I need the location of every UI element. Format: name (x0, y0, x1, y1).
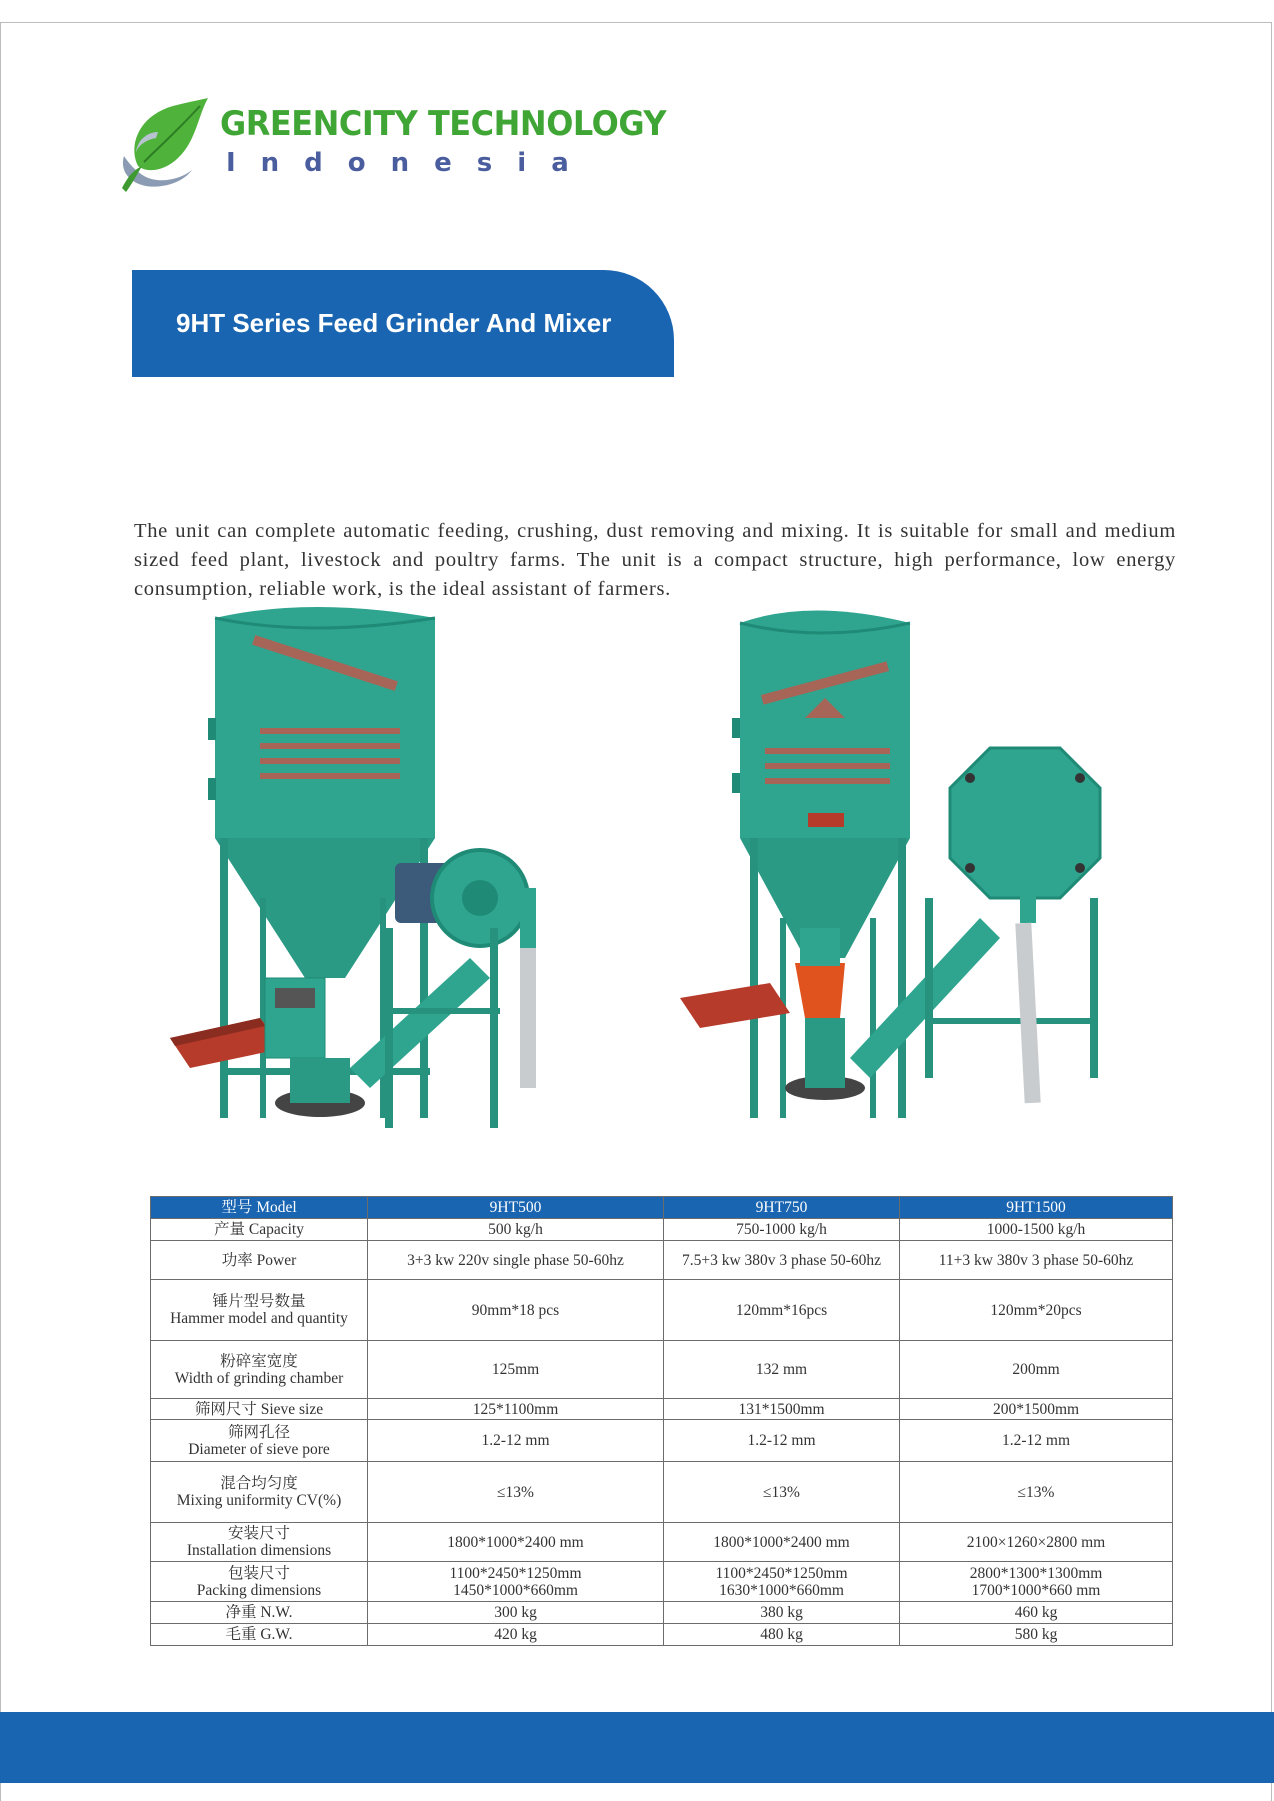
table-cell: 1.2-12 mm (900, 1420, 1173, 1462)
table-header-row (151, 1197, 1173, 1219)
header-9ht750: 9HT750 (664, 1197, 900, 1219)
table-row (151, 1602, 1173, 1624)
table-cell: 300 kg (368, 1602, 664, 1624)
table-cell: 2800*1300*1300mm 1700*1000*660 mm (900, 1562, 1173, 1602)
table-row (151, 1280, 1173, 1341)
machine-photo-9ht500 (170, 598, 620, 1188)
table-cell: 200*1500mm (900, 1399, 1173, 1420)
row-label: 毛重 G.W. (151, 1624, 368, 1646)
table-cell: 420 kg (368, 1624, 664, 1646)
title-banner (132, 270, 674, 377)
table-cell: 3+3 kw 220v single phase 50-60hz (368, 1241, 664, 1280)
table-cell: 500 kg/h (368, 1219, 664, 1241)
table-cell: 125mm (368, 1341, 664, 1399)
table-cell: 580 kg (900, 1624, 1173, 1646)
table-row (151, 1241, 1173, 1280)
row-label: 筛网孔径 Diameter of sieve pore (151, 1420, 368, 1462)
table-row (151, 1462, 1173, 1523)
brand-name: GREENCITY TECHNOLOGY (220, 104, 667, 144)
machine-photo-9ht1500 (680, 598, 1130, 1188)
specs-table (150, 1196, 1173, 1646)
table-cell: 1800*1000*2400 mm (664, 1523, 900, 1562)
table-cell: 1100*2450*1250mm 1630*1000*660mm (664, 1562, 900, 1602)
table-cell: 1000-1500 kg/h (900, 1219, 1173, 1241)
row-label: 安装尺寸 Installation dimensions (151, 1523, 368, 1562)
table-row (151, 1624, 1173, 1646)
table-cell: 131*1500mm (664, 1399, 900, 1420)
table-row (151, 1562, 1173, 1602)
table-cell: ≤13% (900, 1462, 1173, 1523)
table-cell: ≤13% (664, 1462, 900, 1523)
table-cell: 11+3 kw 380v 3 phase 50-60hz (900, 1241, 1173, 1280)
table-cell: 7.5+3 kw 380v 3 phase 50-60hz (664, 1241, 900, 1280)
table-cell: 132 mm (664, 1341, 900, 1399)
page-title: 9HT Series Feed Grinder And Mixer (176, 308, 612, 338)
header-9ht1500: 9HT1500 (900, 1197, 1173, 1219)
table-cell: 1.2-12 mm (368, 1420, 664, 1462)
table-cell: 1.2-12 mm (664, 1420, 900, 1462)
table-row (151, 1399, 1173, 1420)
header-model: 型号 Model (151, 1197, 368, 1219)
table-cell: 2100×1260×2800 mm (900, 1523, 1173, 1562)
table-row (151, 1420, 1173, 1462)
table-cell: 90mm*18 pcs (368, 1280, 664, 1341)
row-label: 功率 Power (151, 1241, 368, 1280)
table-cell: 460 kg (900, 1602, 1173, 1624)
row-label: 筛网尺寸 Sieve size (151, 1399, 368, 1420)
row-label: 产量 Capacity (151, 1219, 368, 1241)
row-label: 包装尺寸 Packing dimensions (151, 1562, 368, 1602)
table-cell: 380 kg (664, 1602, 900, 1624)
table-cell: 750-1000 kg/h (664, 1219, 900, 1241)
table-cell: 1100*2450*1250mm 1450*1000*660mm (368, 1562, 664, 1602)
table-cell: 200mm (900, 1341, 1173, 1399)
table-row (151, 1523, 1173, 1562)
table-cell: 120mm*20pcs (900, 1280, 1173, 1341)
row-label: 粉碎室宽度 Width of grinding chamber (151, 1341, 368, 1399)
footer-band (0, 1712, 1274, 1783)
leaf-logo-icon (118, 96, 210, 192)
table-cell: 125*1100mm (368, 1399, 664, 1420)
table-cell: 120mm*16pcs (664, 1280, 900, 1341)
table-row (151, 1219, 1173, 1241)
row-label: 锤片型号数量 Hammer model and quantity (151, 1280, 368, 1341)
table-cell: 480 kg (664, 1624, 900, 1646)
row-label: 混合均匀度 Mixing uniformity CV(%) (151, 1462, 368, 1523)
intro-paragraph: The unit can complete automatic feeding, crushing, dust removing and mixing. It is suitable for small and medium sized feed plant, livestock and poultry farms. The unit is a compact structure, high performance, low energy consumption, reliable work, is the ideal assistant of farmers. (134, 519, 1176, 600)
table-cell: 1800*1000*2400 mm (368, 1523, 664, 1562)
row-label: 净重 N.W. (151, 1602, 368, 1624)
table-cell: ≤13% (368, 1462, 664, 1523)
brand-subtitle: Indonesia (226, 148, 594, 178)
header-9ht500: 9HT500 (368, 1197, 664, 1219)
company-logo (118, 96, 667, 196)
table-row (151, 1341, 1173, 1399)
